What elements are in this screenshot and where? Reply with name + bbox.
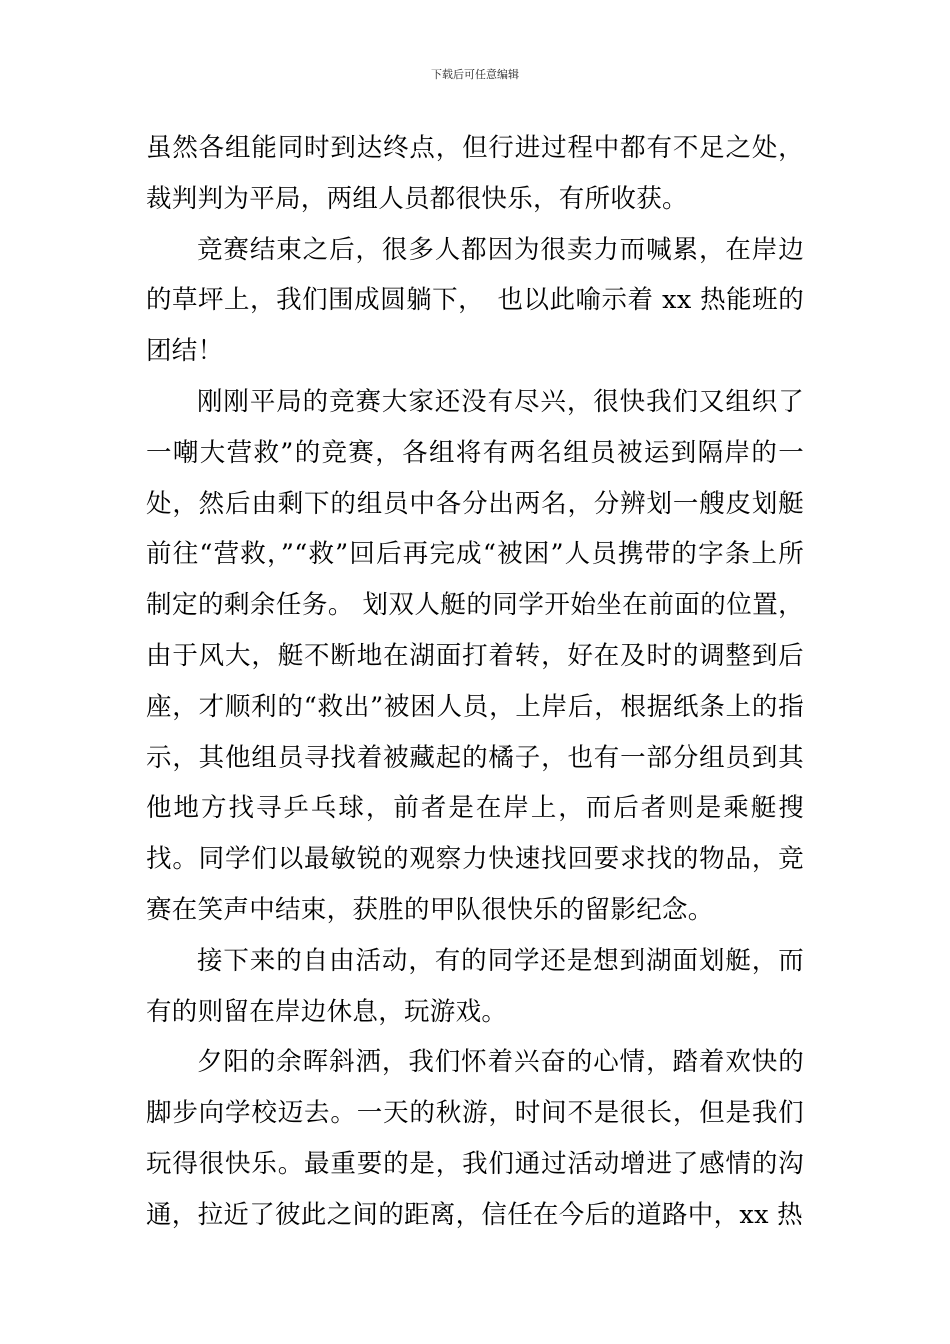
page-header-note: 下载后可任意编辑	[431, 68, 519, 81]
paragraph-continued: 虽然各组能同时到达终点，但行进过程中都有不足之处，裁判判为平局，两组人员都很快乐，有所收获。	[146, 133, 804, 214]
paragraph: 竞赛结束之后，很多人都因为很卖力而喊累，在岸边的草坪上，我们围成圆躺下， 也以此喻示着 xx 热能班的团结！	[146, 234, 804, 367]
paragraph: 接下来的自由活动，有的同学还是想到湖面划艇，而有的则留在岸边休息，玩游戏。	[146, 945, 804, 1027]
paragraph: 刚刚平局的竞赛大家还没有尽兴，很快我们又组织了一嘲大营救”的竞赛，各组将有两名组员被运到隔岸的一处，然后由剩下的组员中各分出两名，分辨划一艘皮划艇前往“营救，”“救”回后再完成“被困”人员携带的字条上所制定的剩余任务。 划双人艇的同学开始坐在前面的位置，由于风大，艇不断地在湖面打着转，好在及时的调整到后座，才顺利的“救出”被困人员，上岸后，根据纸条上的指示，其他组员寻找着被藏起的橘子，也有一部分组员到其他地方找寻乒乓球，前者是在岸上，而后者则是乘艇搜找。同学们以最敏锐的观察力快速找回要求找的物品，竞赛在笑声中结束，获胜的甲队很快乐的留影纪念。	[146, 386, 804, 925]
document-body	[146, 123, 804, 1241]
paragraph: 夕阳的余晖斜洒，我们怀着兴奋的心情，踏着欢快的脚步向学校迈去。一天的秋游，时间不是很长，但是我们玩得很快乐。最重要的是，我们通过活动增进了感情的沟通，拉近了彼此之间的距离，信任在今后的道路中，xx 热	[146, 1047, 804, 1230]
